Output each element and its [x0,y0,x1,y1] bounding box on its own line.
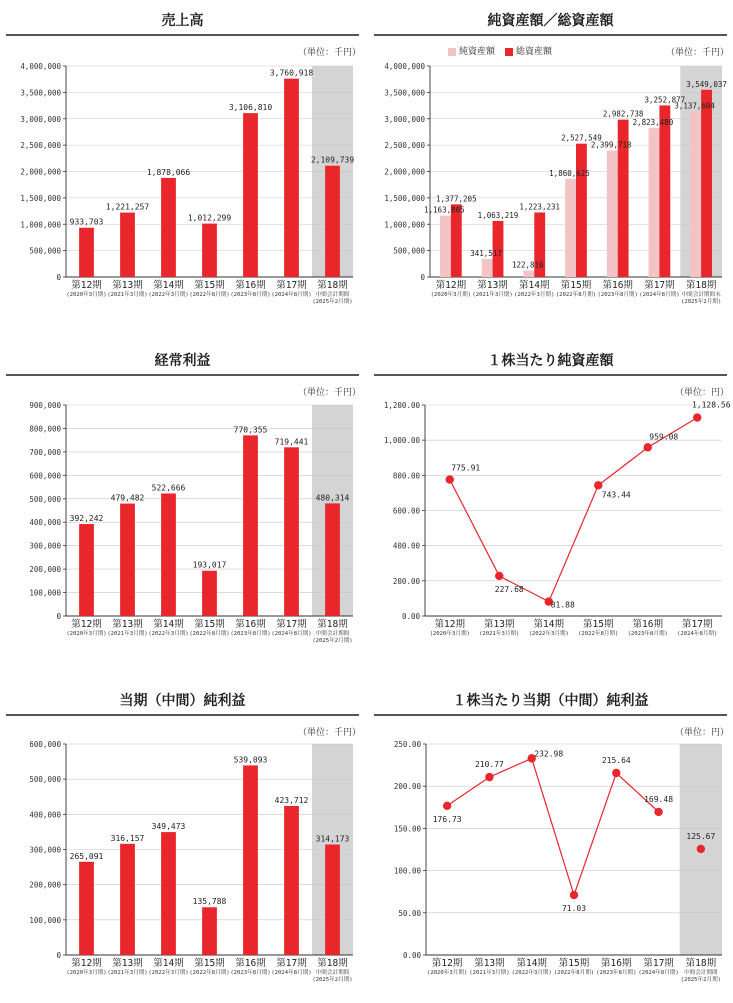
data-label: 135,788 [192,897,227,907]
x-tick-label: 第16期 [601,958,632,969]
chart-title: １株当たり当期（中間）純利益 [374,690,727,716]
x-tick-label: 第13期 [112,619,143,630]
data-label: 314,173 [315,834,350,844]
bar [325,503,340,616]
data-label: 349,473 [151,822,186,832]
y-tick-label: 900,000 [29,401,61,410]
x-tick-sublabel: 中間会計期間 [315,970,350,976]
y-tick-label: 1,500,000 [20,193,61,203]
x-tick-label: 第12期 [71,280,102,291]
x-tick-sublabel: (2023年8月期) [230,631,271,637]
x-tick-label: 第16期 [235,619,266,630]
x-tick-label: 第13期 [112,958,143,969]
bar [243,435,258,616]
data-label: 341,517 [470,248,502,258]
panel-sales [0,0,365,330]
x-tick-sublabel: (2022年8月期) [578,631,619,637]
data-label: 316,157 [110,833,145,843]
bar [325,166,340,277]
x-tick-label: 第13期 [474,958,505,969]
x-tick-sublabel: (2025年2月期) [680,977,722,983]
y-tick-label: 0 [56,951,61,960]
bar [325,845,340,955]
x-tick-label: 第18期 [317,280,348,291]
y-tick-label: 500,000 [393,246,425,256]
unit-label: （単位：千円） [297,728,361,738]
data-point [485,773,493,781]
bar [284,806,299,955]
bar [120,213,135,277]
y-tick-label: 2,000,000 [384,167,425,177]
x-tick-sublabel: (2021年3月期) [479,631,520,637]
bar [243,765,258,955]
x-tick-sublabel: (2021年3月期) [107,292,148,298]
data-label: 1,221,257 [105,202,150,212]
unit-label: （単位：円） [674,728,729,738]
data-label: 125.67 [686,831,716,841]
bar-total-assets [659,105,670,277]
y-tick-label: 300,000 [29,541,61,551]
bar-total-assets [451,204,462,277]
x-tick-sublabel: (2024年8月期) [638,970,679,976]
data-label: 392,242 [69,514,104,524]
y-tick-label: 150.00 [393,824,421,834]
bar [79,524,94,616]
data-label: 2,982,738 [602,109,644,119]
y-tick-label: 1,500,000 [384,193,425,203]
y-tick-label: 700,000 [29,447,61,457]
data-label: 539,093 [233,755,268,765]
x-tick-label: 第14期 [519,280,550,291]
bar-net-assets [649,128,660,277]
x-tick-label: 第17期 [643,958,674,969]
bar [202,907,217,955]
y-tick-label: 2,500,000 [20,141,61,151]
x-tick-label: 第16期 [235,958,266,969]
x-tick-sublabel: (2025年2月期) [312,299,353,305]
data-label: 215.64 [601,755,631,765]
panel-eps [368,680,733,1003]
x-tick-sublabel: 中間会計期間 [315,292,350,298]
data-label: 1,063,219 [477,210,519,220]
bar [79,862,94,955]
data-label: 743.44 [601,490,631,500]
x-tick-label: 第15期 [194,958,225,969]
series-line [447,755,658,895]
bar [79,228,94,277]
x-tick-sublabel: (2022年8月期) [553,970,595,976]
x-tick-label: 第12期 [435,280,467,291]
assets-chart [368,0,733,330]
x-tick-sublabel: (2020年3月期) [430,292,472,298]
y-tick-label: 100,000 [29,915,61,925]
x-tick-sublabel: (2022年8月期) [189,292,230,298]
unit-label: （単位：千円） [665,48,729,58]
sales-chart [0,0,365,330]
x-tick-sublabel: (2023年8月期) [597,292,638,298]
x-tick-sublabel: (2021年3月期) [469,970,510,976]
eps-chart [368,680,733,1003]
data-point [644,443,652,451]
data-label: 2,823,480 [632,118,674,128]
y-tick-label: 1,200.00 [383,401,420,410]
data-label: 1,163,805 [424,205,465,215]
y-tick-label: 100.00 [393,866,421,876]
bar-total-assets [701,90,712,277]
bar [120,844,135,955]
bar [120,504,135,616]
x-tick-label: 第16期 [632,619,663,630]
y-tick-label: 1,000,000 [384,220,425,230]
x-tick-sublabel: (2020年3月期) [66,292,107,298]
bar-net-assets [440,216,451,277]
y-tick-label: 500,000 [29,775,61,785]
bps-chart [368,340,733,670]
data-point [495,572,503,580]
x-tick-sublabel: (2024年8月期) [639,292,680,298]
data-label: 3,760,918 [269,68,314,78]
y-tick-label: 300,000 [29,845,61,855]
x-tick-label: 第15期 [194,280,225,291]
data-label: 959.08 [649,432,679,442]
bar [284,79,299,277]
data-label: 227.68 [494,584,524,594]
x-tick-label: 第16期 [235,280,266,291]
x-tick-sublabel: (2022年8月期) [189,970,230,976]
x-tick-label: 第18期 [685,958,717,969]
y-tick-label: 800.00 [392,471,420,481]
data-label: 2,399,718 [590,140,632,150]
x-tick-sublabel: 中間会計期間 [315,631,350,637]
y-tick-label: 800,000 [29,424,61,434]
unit-label: （単位：円） [674,388,729,398]
x-tick-label: 第12期 [71,958,102,969]
data-label: 169.48 [644,794,674,804]
bar [284,447,299,616]
x-tick-label: 第18期 [317,958,348,969]
bar-net-assets [523,271,534,277]
series-line [450,418,698,602]
x-tick-sublabel: (2024年8月期) [271,292,312,298]
data-label: 480,314 [315,493,350,503]
y-tick-label: 200,000 [29,880,61,890]
y-tick-label: 400.00 [392,541,420,551]
net-income-chart [0,680,365,1003]
x-tick-label: 第14期 [153,619,184,630]
x-tick-sublabel: (2020年3月期) [429,631,470,637]
data-label: 3,549,037 [686,79,727,89]
x-tick-label: 第17期 [276,958,307,969]
y-tick-label: 400,000 [29,810,61,820]
panel-ordinary-profit [0,340,365,670]
y-tick-label: 0.00 [402,951,421,960]
data-label: 3,106,810 [228,103,273,113]
x-tick-label: 第14期 [533,619,564,630]
data-label: 193,017 [192,560,227,570]
x-tick-sublabel: (2022年3月期) [148,292,189,298]
y-tick-label: 3,000,000 [384,114,425,124]
x-tick-sublabel: (2023年8月期) [627,631,668,637]
unit-label: （単位：千円） [297,388,361,398]
y-tick-label: 200,000 [29,565,61,575]
x-tick-sublabel: (2020年3月期) [426,970,468,976]
data-label: 232.98 [534,749,564,759]
x-tick-sublabel: (2022年3月期) [528,631,569,637]
x-tick-sublabel: (2025年2月期) [312,977,353,983]
data-label: 775.91 [451,463,481,473]
y-tick-label: 1,000,000 [20,220,61,230]
x-tick-sublabel: (2024年8月期) [271,970,312,976]
data-point [446,475,454,483]
data-label: 1,377,205 [435,194,477,204]
data-label: 71.03 [561,904,587,914]
x-tick-label: 第15期 [558,958,590,969]
bar-total-assets [576,144,587,277]
x-tick-sublabel: (2022年3月期) [511,970,552,976]
data-point [570,891,578,899]
x-tick-label: 第17期 [276,619,307,630]
bar-net-assets [690,111,701,277]
y-tick-label: 0 [56,273,61,282]
x-tick-label: 第14期 [516,958,547,969]
y-tick-label: 200.00 [392,576,420,586]
y-tick-label: 500,000 [29,246,61,256]
data-point [693,413,701,421]
bar-net-assets [607,150,618,277]
x-tick-label: 第13期 [477,280,508,291]
x-tick-sublabel: (2023年8月期) [230,292,271,298]
x-tick-sublabel: (2020年3月期) [66,631,107,637]
panel-net-income [0,680,365,1003]
y-tick-label: 50.00 [398,908,421,918]
ordinary-profit-chart [0,340,365,670]
unit-label: （単位：千円） [297,48,361,58]
y-tick-label: 600.00 [392,506,420,516]
chart-title: 当期（中間）純利益 [6,690,359,716]
y-tick-label: 4,000,000 [20,62,61,71]
x-tick-sublabel: (2021年3月期) [107,970,148,976]
data-label: 522,666 [151,483,186,493]
x-tick-label: 第12期 [431,958,463,969]
data-label: 81.88 [550,600,575,610]
panel-assets [368,0,733,330]
x-tick-sublabel: (2022年3月期) [148,970,189,976]
data-label: 479,482 [110,493,145,503]
x-tick-label: 第15期 [583,619,614,630]
data-label: 1,223,231 [519,202,561,212]
y-tick-label: 4,000,000 [384,62,425,71]
bar [161,832,176,955]
y-tick-label: 0 [420,273,425,282]
y-tick-label: 2,500,000 [384,141,425,151]
x-tick-sublabel: (2021年3月期) [107,631,148,637]
data-label: 3,252,877 [644,95,686,105]
data-point [443,802,451,810]
data-label: 2,527,549 [561,133,602,143]
data-point [612,769,620,777]
x-tick-label: 第17期 [644,280,675,291]
data-label: 1,860,625 [549,168,590,178]
legend-label: 総資産額 [516,47,553,57]
x-tick-label: 第15期 [194,619,225,630]
x-tick-sublabel: 中間会計期間 [684,970,718,976]
bar [243,113,258,277]
bar [202,224,217,277]
y-tick-label: 500,000 [29,494,61,504]
data-label: 3,137,604 [674,101,715,111]
data-label: 719,441 [274,437,309,447]
chart-title: １株当たり純資産額 [374,350,727,376]
x-tick-label: 第18期 [685,280,717,291]
x-tick-sublabel: (2024年8月期) [271,631,312,637]
y-tick-label: 100,000 [29,588,61,598]
x-tick-sublabel: (2022年3月期) [148,631,189,637]
x-tick-label: 第17期 [682,619,713,630]
y-tick-label: 1,000.00 [383,436,420,446]
data-label: 1,128.56 [691,400,731,410]
x-tick-sublabel: (2022年8月期) [189,631,230,637]
x-tick-sublabel: (2022年3月期) [514,292,555,298]
x-tick-sublabel: (2023年8月期) [230,970,271,976]
x-tick-sublabel: (2025年2月期) [312,638,353,644]
y-tick-label: 250.00 [393,740,421,749]
data-label: 176.73 [432,814,462,824]
x-tick-label: 第16期 [602,280,633,291]
x-tick-sublabel: (2025年2月期) [680,299,722,305]
y-tick-label: 200.00 [393,782,421,792]
data-label: 122,816 [511,260,544,270]
chart-title: 売上高 [6,10,359,36]
x-tick-label: 第14期 [153,280,184,291]
x-tick-label: 第17期 [276,280,307,291]
x-tick-label: 第13期 [484,619,515,630]
x-tick-sublabel: (2022年8月期) [555,292,597,298]
data-point [654,808,662,816]
x-tick-sublabel: (2023年8月期) [596,970,637,976]
chart-title: 経常利益 [6,350,359,376]
y-tick-label: 3,500,000 [384,88,425,98]
data-label: 1,878,066 [146,167,191,177]
data-point [697,845,705,853]
panel-bps [368,340,733,670]
y-tick-label: 0 [56,612,61,621]
chart-title: 純資産額／総資産額 [374,10,727,36]
y-tick-label: 400,000 [29,518,61,528]
y-tick-label: 3,500,000 [20,88,61,98]
data-label: 933,703 [69,217,104,227]
bar [161,493,176,616]
x-tick-sublabel: 中間会計期間末 [681,292,721,298]
x-tick-sublabel: (2021年3月期) [472,292,513,298]
data-label: 210.77 [474,760,504,770]
y-tick-label: 2,000,000 [20,167,61,177]
bar [161,178,176,277]
x-tick-label: 第13期 [112,280,143,291]
x-tick-label: 第12期 [434,619,465,630]
legend-label: 純資産額 [459,47,496,57]
data-label: 423,712 [274,795,309,805]
x-tick-sublabel: (2024年8月期) [677,631,718,637]
x-tick-label: 第18期 [317,619,348,630]
bar-net-assets [482,259,493,277]
x-tick-label: 第12期 [71,619,102,630]
data-label: 1,012,299 [187,213,232,223]
bar [202,571,217,616]
data-label: 265,091 [69,851,104,861]
data-point [594,481,602,489]
x-tick-label: 第15期 [560,280,592,291]
y-tick-label: 600,000 [29,471,61,481]
y-tick-label: 0.00 [401,612,420,621]
data-label: 770,355 [233,425,268,435]
x-tick-sublabel: (2020年3月期) [66,970,107,976]
x-tick-label: 第14期 [153,958,184,969]
data-label: 2,109,739 [310,155,355,165]
bar-net-assets [565,179,576,277]
y-tick-label: 3,000,000 [20,114,61,124]
y-tick-label: 600,000 [29,740,61,749]
